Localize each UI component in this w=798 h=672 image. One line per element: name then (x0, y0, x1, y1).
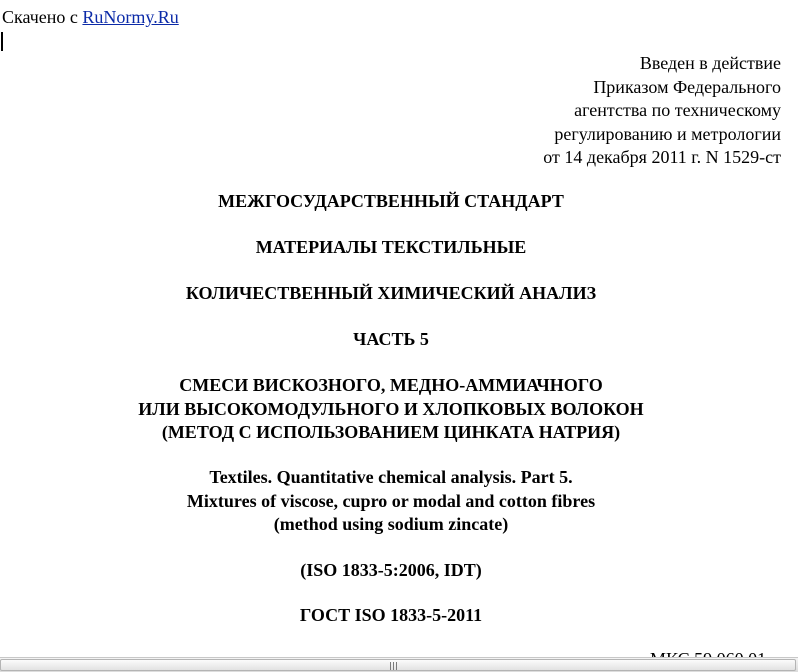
enactment-line: агентства по техническому (574, 100, 781, 120)
horizontal-scrollbar[interactable] (0, 657, 798, 672)
english-title-line: (method using sodium zincate) (273, 514, 509, 534)
heading-standard: МЕЖГОСУДАРСТВЕННЫЙ СТАНДАРТ (218, 191, 564, 211)
enactment-block (543, 52, 781, 170)
text-caret (1, 32, 3, 51)
source-prefix: Скачено с (2, 7, 83, 27)
grip-icon (390, 662, 399, 670)
source-line (2, 6, 179, 28)
english-title-line: Mixtures of viscose, cupro or modal and cotton fibres (186, 490, 596, 511)
heading-materials: МАТЕРИАЛЫ ТЕКСТИЛЬНЫЕ (255, 237, 527, 257)
heading-analysis: КОЛИЧЕСТВЕННЫЙ ХИМИЧЕСКИЙ АНАЛИЗ (185, 283, 597, 303)
english-title-line: Textiles. Quantitative chemical analysis. Part 5. (209, 467, 573, 487)
enactment-line: Приказом Федерального (593, 76, 781, 97)
enactment-line: от 14 декабря 2011 г. N 1529-ст (543, 147, 781, 167)
subtitle-block (0, 374, 782, 445)
subtitle-line: (МЕТОД С ИСПОЛЬЗОВАНИЕМ ЦИНКАТА НАТРИЯ) (161, 422, 621, 442)
source-link[interactable]: RuNormy.Ru (82, 7, 179, 27)
subtitle-line: ИЛИ ВЫСОКОМОДУЛЬНОГО И ХЛОПКОВЫХ ВОЛОКОН (138, 398, 644, 419)
subtitle-line: СМЕСИ ВИСКОЗНОГО, МЕДНО-АММИАЧНОГО (179, 375, 603, 395)
enactment-line: регулированию и метрологии (554, 123, 781, 144)
iso-reference: (ISO 1833-5:2006, IDT) (300, 560, 482, 580)
english-title-block (0, 466, 782, 537)
scrollbar-thumb[interactable] (0, 659, 796, 671)
enactment-line: Введен в действие (639, 53, 781, 73)
heading-part: ЧАСТЬ 5 (353, 329, 429, 349)
gost-designation: ГОСТ ISO 1833-5-2011 (299, 605, 483, 625)
